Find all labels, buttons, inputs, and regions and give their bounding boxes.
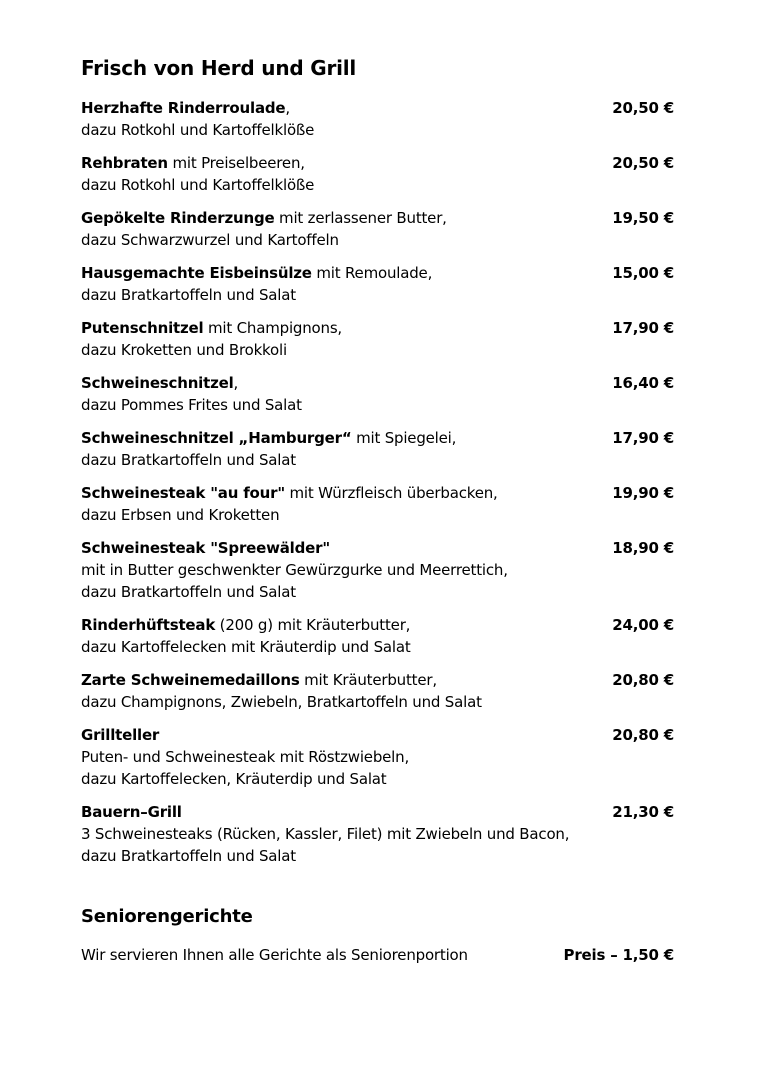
menu-item xyxy=(81,152,674,196)
menu-item xyxy=(81,372,674,416)
senior-section-title: Seniorengerichte xyxy=(81,906,253,927)
senior-price: Preis – 1,50 € xyxy=(563,946,674,964)
senior-note: Wir servieren Ihnen alle Gerichte als Seniorenportion xyxy=(81,946,468,964)
item-name-line xyxy=(81,669,612,691)
menu-item xyxy=(81,317,674,361)
item-price: 20,80 € xyxy=(612,671,674,689)
item-name: Schweineschnitzel „Hamburger“ xyxy=(81,429,352,447)
item-description: dazu Champignons, Zwiebeln, Bratkartoffeln und Salat xyxy=(81,693,482,711)
item-name: Schweinesteak "Spreewälder" xyxy=(81,539,330,557)
item-name-detail: mit Kräuterbutter, xyxy=(299,671,437,689)
item-description: dazu Bratkartoffeln und Salat xyxy=(81,286,296,304)
menu-item xyxy=(81,207,674,251)
item-description: 3 Schweinesteaks (Rücken, Kassler, Filet) mit Zwiebeln und Bacon, xyxy=(81,825,570,843)
item-name-line xyxy=(81,152,612,174)
item-name: Putenschnitzel xyxy=(81,319,204,337)
item-name-line xyxy=(81,801,612,823)
senior-note-row xyxy=(81,944,674,966)
item-name: Zarte Schweinemedaillons xyxy=(81,671,300,689)
item-price: 15,00 € xyxy=(612,264,674,282)
menu-item xyxy=(81,724,674,790)
item-name-detail: , xyxy=(285,99,290,117)
menu-item xyxy=(81,427,674,471)
item-name: Gepökelte Rinderzunge xyxy=(81,209,275,227)
item-name-line xyxy=(81,427,612,449)
item-name-detail: mit Würzfleisch überbacken, xyxy=(284,484,498,502)
item-price: 20,50 € xyxy=(612,99,674,117)
item-price: 17,90 € xyxy=(612,319,674,337)
item-price: 19,50 € xyxy=(612,209,674,227)
item-price: 18,90 € xyxy=(612,539,674,557)
item-name-line xyxy=(81,97,612,119)
menu-item xyxy=(81,262,674,306)
item-name-line xyxy=(81,724,612,746)
menu-item xyxy=(81,482,674,526)
page-title: Frisch von Herd und Grill xyxy=(81,56,357,80)
item-description: dazu Rotkohl und Kartoffelklöße xyxy=(81,121,315,139)
item-description: dazu Schwarzwurzel und Kartoffeln xyxy=(81,231,339,249)
item-name: Grillteller xyxy=(81,726,160,744)
item-name-line xyxy=(81,262,612,284)
item-name-detail: , xyxy=(233,374,239,392)
item-description: Puten- und Schweinesteak mit Röstzwiebeln, xyxy=(81,748,410,766)
item-price: 16,40 € xyxy=(612,374,674,392)
menu-item xyxy=(81,97,674,141)
item-name-line xyxy=(81,537,612,559)
item-name-line xyxy=(81,482,612,504)
item-name-detail: mit Remoulade, xyxy=(311,264,433,282)
item-price: 20,80 € xyxy=(612,726,674,744)
menu-item xyxy=(81,669,674,713)
item-name-line xyxy=(81,372,612,394)
item-name: Schweinesteak "au four" xyxy=(81,484,285,502)
item-description: dazu Kartoffelecken mit Kräuterdip und Salat xyxy=(81,638,411,656)
item-description: dazu Bratkartoffeln und Salat xyxy=(81,583,296,601)
item-description: dazu Bratkartoffeln und Salat xyxy=(81,451,296,469)
item-description: dazu Bratkartoffeln und Salat xyxy=(81,847,296,865)
item-price: 20,50 € xyxy=(612,154,674,172)
menu-item xyxy=(81,801,674,867)
item-description: mit in Butter geschwenkter Gewürzgurke und Meerrettich, xyxy=(81,561,508,579)
item-name: Rehbraten xyxy=(81,154,168,172)
item-price: 17,90 € xyxy=(612,429,674,447)
item-name: Rinderhüftsteak xyxy=(81,616,216,634)
item-name-detail: mit zerlassener Butter, xyxy=(274,209,447,227)
item-name: Schweineschnitzel xyxy=(81,374,234,392)
item-price: 24,00 € xyxy=(612,616,674,634)
item-description: dazu Pommes Frites und Salat xyxy=(81,396,302,414)
item-description: dazu Kroketten und Brokkoli xyxy=(81,341,287,359)
menu-item xyxy=(81,537,674,603)
item-name-detail: mit Preiselbeeren, xyxy=(167,154,305,172)
item-description: dazu Erbsen und Kroketten xyxy=(81,506,280,524)
item-name-line xyxy=(81,614,612,636)
item-price: 19,90 € xyxy=(612,484,674,502)
item-name-detail: mit Spiegelei, xyxy=(351,429,457,447)
item-description: dazu Rotkohl und Kartoffelklöße xyxy=(81,176,315,194)
item-price: 21,30 € xyxy=(612,803,674,821)
menu-item xyxy=(81,614,674,658)
item-name-detail: (200 g) mit Kräuterbutter, xyxy=(215,616,411,634)
item-name-line xyxy=(81,207,612,229)
item-description: dazu Kartoffelecken, Kräuterdip und Salat xyxy=(81,770,387,788)
item-name-detail: mit Champignons, xyxy=(203,319,343,337)
item-name: Hausgemachte Eisbeinsülze xyxy=(81,264,312,282)
item-name-line xyxy=(81,317,612,339)
item-name: Bauern–Grill xyxy=(81,803,182,821)
item-name: Herzhafte Rinderroulade xyxy=(81,99,286,117)
